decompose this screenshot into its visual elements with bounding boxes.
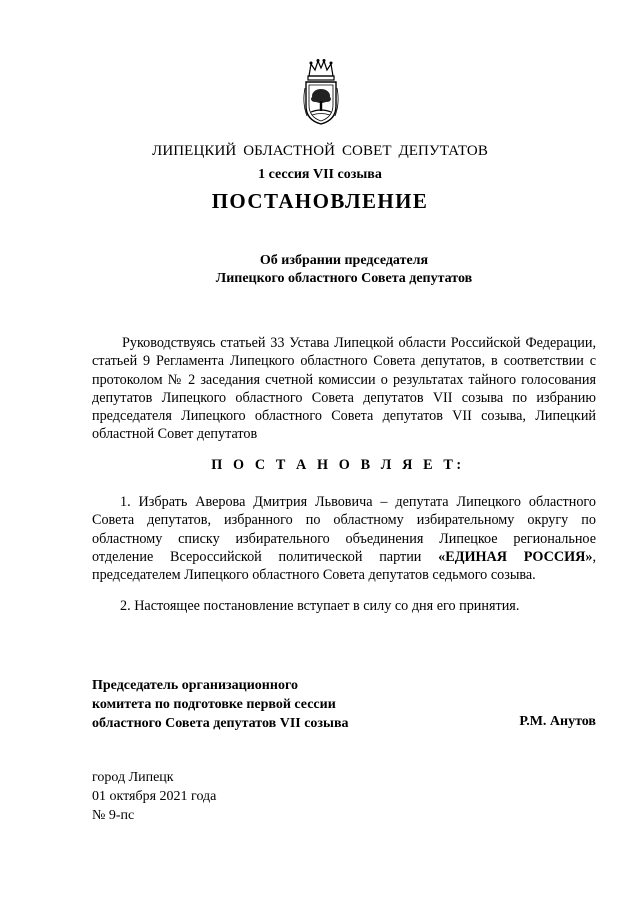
subject-line-1: Об избрании председателя [259,253,429,268]
city: город Липецк [92,770,174,785]
document-type-title: ПОСТАНОВЛЕНИЕ [211,189,429,213]
session-label: 1 сессия VII созыва [258,167,382,182]
signatory-name: Р.М. Анутов [519,714,596,729]
decision-item-1 [92,493,596,584]
subject-line-2: Липецкого областного Совета депутатов [215,271,473,286]
preamble-paragraph: Руководствуясь статьей 33 Устава Липецкой области Российской Федерации, статьей 9 Регламента Липецкого областного Совета депутатов, в соответствии с протоколом № 2 заседания счетной комиссии о результатах тайного голосования депутатов Липецкого областного Совета депутатов VII созыва по избранию председателя Липецкого областного Совета депутатов VII созыва, Липецкий областной Совет депутатов [92,335,596,443]
signatory-title [92,676,392,733]
party-name: «ЕДИНАЯ РОССИЯ» [438,548,593,565]
document-date: 01 октября 2021 года [92,789,217,804]
document-subject [24,252,640,288]
document-footer [92,768,392,825]
document-number: № 9-пс [92,808,135,823]
item1-text-start: 1. Избрать Аверова Дмитрия Львовича – депутата Липецкого областного Совета депутатов, избранного по областному избирательному округу по областному списку избирательного объединения Липецкое региональное отделение Всероссийской политической партии [92,494,596,565]
decree-heading: П О С Т А Н О В Л Я Е Т: [211,457,465,473]
signatory-line-3: областного Совета депутатов VII созыва [92,716,349,731]
organization-name: ЛИПЕЦКИЙ ОБЛАСТНОЙ СОВЕТ ДЕПУТАТОВ [152,143,488,159]
decision-item-2: 2. Настоящее постановление вступает в силу со дня его принятия. [120,598,520,614]
signatory-line-2: комитета по подготовке первой сессии [92,697,336,712]
signatory-line-1: Председатель организационного [92,678,298,693]
item1-text-end: , председателем Липецкого областного Совета депутатов седьмого созыва. [92,548,596,584]
coat-of-arms-icon [301,58,341,126]
